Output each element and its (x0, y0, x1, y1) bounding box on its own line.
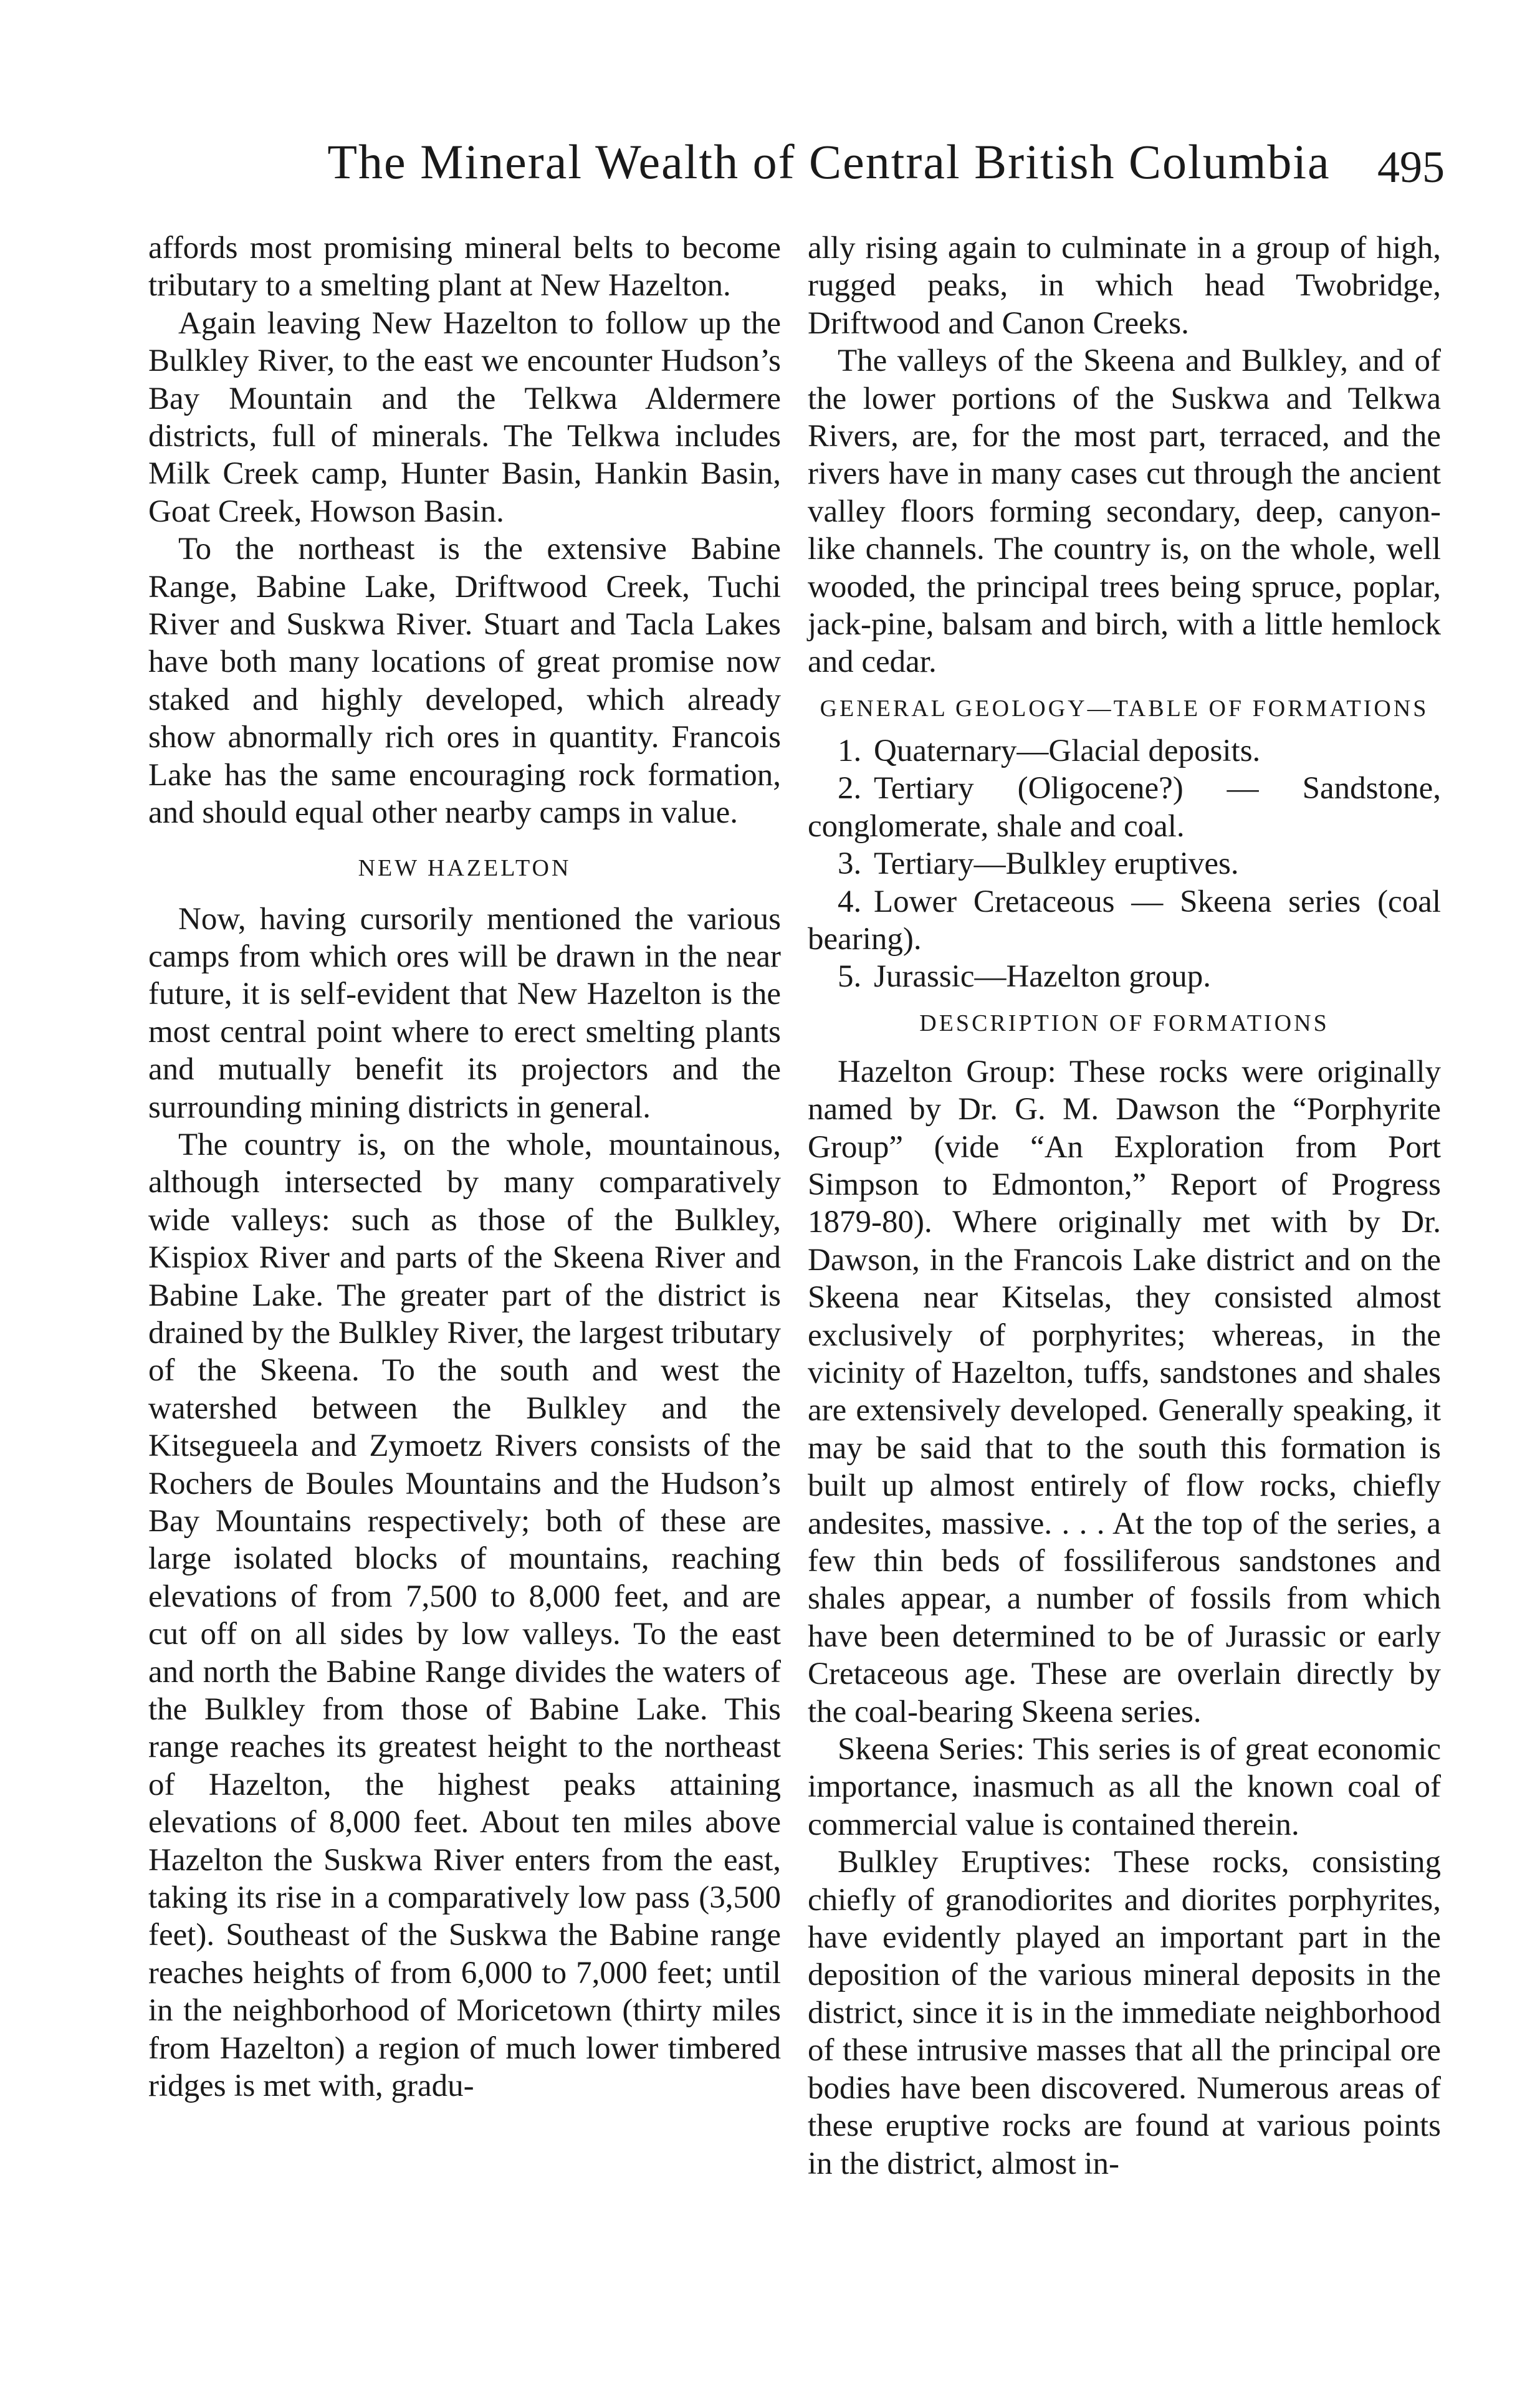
list-item (808, 958, 1441, 995)
list-item-text: Jurassic—Hazelton group. (874, 959, 1212, 995)
list-item-number: 5. (838, 959, 862, 995)
paragraph: Skeena Series: This series is of great economic importance, inasmuch as all the known coal of commercial value is contained therein. (808, 1732, 1441, 1842)
list-item (808, 883, 1441, 959)
list-item (808, 770, 1441, 845)
running-head (0, 128, 1540, 203)
list-item (808, 845, 1441, 882)
list-item (808, 732, 1441, 770)
list-item-text: Tertiary—Bulkley eruptives. (874, 846, 1239, 882)
list-item-number: 1. (838, 733, 862, 768)
list-item-number: 4. (838, 884, 862, 919)
paragraph: Again leaving New Hazelton to follow up the Bulkley River, to the east we encounter Hudson’s Bay Mountain and the Telkwa Aldermere districts, full of minerals. The Telkwa includes Milk Creek camp, Hunter Basin, Hankin Basin, Goat Creek, Howson Basin. (148, 305, 781, 529)
paragraph: To the northeast is the extensive Babine Range, Babine Lake, Driftwood Creek, Tuchi River and Suskwa River. Stuart and Tacla Lakes have both many locations of great promise now staked and highly developed, which already show abnormally rich ores in quantity. Francois Lake has the same encouraging rock formation, and should equal other nearby camps in value. (148, 532, 781, 831)
page-title: The Mineral Wealth of Central British Columbia (327, 135, 1331, 189)
list-item-number: 2. (838, 771, 862, 806)
section-heading-new-hazelton: NEW HAZELTON (358, 854, 572, 881)
list-item-text: Quaternary—Glacial deposits. (874, 733, 1261, 768)
right-column (808, 229, 1441, 2182)
paragraph: affords most promising mineral belts to become tributary to a smelting plant at New Hazelton. (148, 231, 781, 304)
list-item-number: 3. (838, 846, 862, 882)
paragraph: Now, having cursorily mentioned the various camps from which ores will be drawn in the near future, it is self-evident that New Hazelton is the most central point where to erect smelting plants and mutually benefit its projectors and the surrounding mining districts in general. (148, 901, 781, 1125)
paragraph: The valleys of the Skeena and Bulkley, and of the lower portions of the Suskwa and Telkwa Rivers, are, for the most part, terraced, and the rivers have in many cases cut through the ancient valley floors forming secondary, deep, canyon-like channels. The country is, on the whole, well wooded, the principal trees being spruce, poplar, jack-pine, balsam and birch, with a little hemlock and cedar. (808, 343, 1441, 680)
page-number: 495 (1377, 142, 1445, 192)
paragraph: Hazelton Group: These rocks were originally named by Dr. G. M. Dawson the “Porphyrite Group” (vide “An Exploration from Port Simpson to Edmonton,” Report of Progress 1879-80). Where originally met with by Dr. Dawson, in the Francois Lake district and on the Skeena near Kitselas, they consisted almost exclusively of porphyrites; whereas, in the vicinity of Hazelton, tuffs, sandstones and shales are extensively developed. Generally speaking, it may be said that to the south this formation is built up almost entirely of flow rocks, chiefly andesites, massive. . . . At the top of the series, a few thin beds of fossiliferous sandstones and shales appear, a number of fossils from which have been determined to be of Jurassic or early Cretaceous age. These are overlain directly by the coal-bearing Skeena series. (808, 1054, 1441, 1729)
paragraph: The country is, on the whole, mountainous, although intersected by many comparatively wide valleys: such as those of the Bulkley, Kispiox River and parts of the Skeena River and Babine Lake. The greater part of the district is drained by the Bulkley River, the largest tributary of the Skeena. To the south and west the watershed between the Bulkley and the Kitsegueela and Zymoetz Rivers consists of the Rochers de Boules Mountains and the Hudson’s Bay Mountains respectively; both of these are large isolated blocks of mountains, reaching elevations of from 7,500 to 8,000 feet, and are cut off on all sides by low valleys. To the east and north the Babine Range divides the waters of the Bulkley from those of Babine Lake. This range reaches its greatest height to the northeast of Hazelton, the highest peaks attaining elevations of 8,000 feet. About ten miles above Hazelton the Suskwa River enters from the east, taking its rise in a comparatively low pass (3,500 feet). Southeast of the Suskwa the Babine range reaches heights of from 6,000 to 7,000 feet; until in the neighborhood of Moricetown (thirty miles from Hazelton) a region of much lower timbered ridges is met with, gradu- (148, 1127, 781, 2104)
list-item-text: Tertiary (Oligocene?) — Sandstone, conglomerate, shale and coal. (808, 771, 1441, 844)
list-item-text: Lower Cretaceous — Skeena series (coal bearing). (808, 884, 1441, 957)
section-heading-general-geology: GENERAL GEOLOGY—TABLE OF FORMATIONS (820, 695, 1429, 722)
section-heading-description: DESCRIPTION OF FORMATIONS (919, 1010, 1329, 1036)
left-column (148, 229, 781, 2105)
formation-list (808, 732, 1441, 996)
paragraph: Bulkley Eruptives: These rocks, consisting chiefly of granodiorites and diorites porphyrites, have evidently played an important part in the deposition of the various mineral deposits in the district, since it is in the immediate neighborhood of these intrusive masses that all the principal ore bodies have been discovered. Numerous areas of these eruptive rocks are found at various points in the district, almost in- (808, 1845, 1441, 2181)
paragraph: ally rising again to culminate in a group of high, rugged peaks, in which head Twobridge, Driftwood and Canon Creeks. (808, 231, 1441, 341)
